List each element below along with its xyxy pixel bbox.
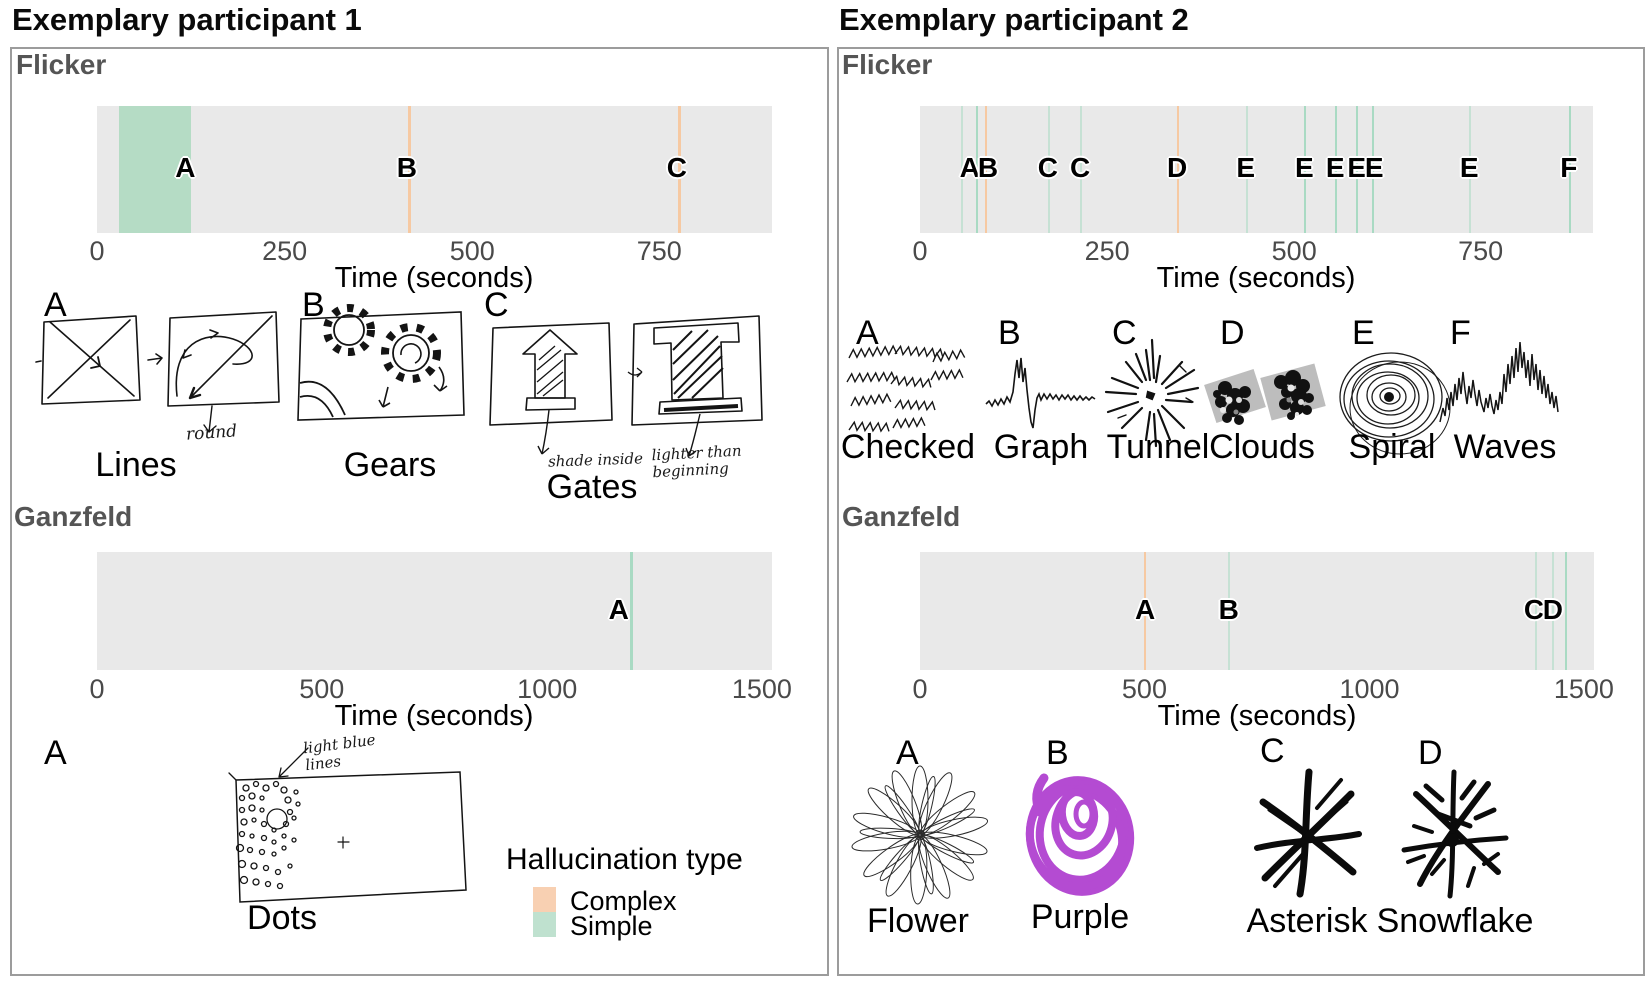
handwritten-note: light blue lines xyxy=(302,730,377,775)
p2-flicker-timeline xyxy=(920,106,1593,233)
p1-flicker-axis-title: Time (seconds) xyxy=(334,262,534,294)
timeline-event-label: C xyxy=(1070,152,1091,183)
sketch-caption: Tunnel xyxy=(1106,428,1210,466)
sketch-letter: B xyxy=(302,286,325,324)
timeline-event-label: C xyxy=(1037,152,1058,183)
axis-tick: 0 xyxy=(89,236,105,266)
legend-label-simple: Simple xyxy=(570,911,653,941)
sketch-letter: A xyxy=(896,734,919,772)
sketch-caption: Gears xyxy=(343,446,437,484)
sketch-letter: A xyxy=(44,734,67,772)
sketch-asterisk-drawing xyxy=(1243,758,1373,908)
legend-label-complex: Complex xyxy=(570,886,677,916)
timeline-event-mark-simple xyxy=(630,552,633,670)
axis-tick: 500 xyxy=(1271,236,1317,266)
timeline-event-label: C xyxy=(1523,594,1545,625)
timeline-event-label: A xyxy=(608,594,629,625)
axis-tick: 500 xyxy=(1121,674,1167,704)
timeline-event-label: A xyxy=(175,152,196,183)
timeline-event-label: D xyxy=(1542,594,1563,625)
sketch-letter: E xyxy=(1352,314,1375,352)
legend-swatch-simple xyxy=(533,912,556,937)
axis-tick: 0 xyxy=(912,674,928,704)
participant2-title: Exemplary participant 2 xyxy=(839,2,1189,37)
p2-ganzfeld-timeline xyxy=(920,552,1594,670)
sketch-lines-drawing xyxy=(36,300,281,452)
timeline-event-label: E xyxy=(1236,152,1256,183)
p1-ganzfeld-axis-title: Time (seconds) xyxy=(334,700,534,732)
timeline-event-label: F xyxy=(1560,152,1578,183)
timeline-event-mark-simple xyxy=(1565,552,1567,670)
timeline-event-label: A xyxy=(1134,594,1156,625)
sketch-caption: Dots xyxy=(247,899,317,937)
handwritten-note: shade inside xyxy=(547,449,644,471)
timeline-event-label: E xyxy=(1294,152,1314,183)
handwritten-note: round xyxy=(185,421,238,445)
sketch-caption: Snowflake xyxy=(1376,902,1534,940)
p1-flicker-label: Flicker xyxy=(16,49,107,80)
timeline-event-label: E xyxy=(1325,152,1345,183)
timeline-event-label: C xyxy=(666,152,687,183)
sketch-caption: Asterisk xyxy=(1246,902,1368,940)
sketch-letter: D xyxy=(1418,734,1443,772)
axis-tick: 250 xyxy=(262,236,308,266)
p2-flicker-label: Flicker xyxy=(842,49,933,80)
timeline-event-label: B xyxy=(977,152,999,183)
timeline-event-label: B xyxy=(1218,594,1239,625)
sketch-letter: B xyxy=(998,314,1021,352)
sketch-caption: Purple xyxy=(1030,898,1130,936)
timeline-event-label: A xyxy=(959,152,980,183)
timeline-event-label: E xyxy=(1459,152,1479,183)
timeline-event-label: B xyxy=(396,152,417,183)
sketch-letter: A xyxy=(856,314,879,352)
axis-tick: 1500 xyxy=(1553,674,1614,704)
sketch-letter: B xyxy=(1046,734,1069,772)
legend-title: Hallucination type xyxy=(506,843,743,876)
p2-ganzfeld-label: Ganzfeld xyxy=(842,501,961,532)
axis-tick: 1500 xyxy=(731,674,792,704)
handwritten-note: lighter than beginning xyxy=(651,441,742,482)
timeline-event-label: D xyxy=(1166,152,1188,183)
axis-tick: 750 xyxy=(1458,236,1504,266)
sketch-caption: Spiral xyxy=(1348,428,1436,466)
sketch-caption: Clouds xyxy=(1209,428,1315,466)
p1-flicker-timeline xyxy=(97,106,772,233)
p2-flicker-axis-title: Time (seconds) xyxy=(1156,262,1356,294)
p2-ganzfeld-axis-title: Time (seconds) xyxy=(1157,700,1357,732)
p1-ganzfeld-timeline xyxy=(97,552,772,670)
sketch-caption: Waves xyxy=(1453,428,1557,466)
sketch-clouds-drawing xyxy=(1203,348,1328,440)
sketch-gears-drawing xyxy=(293,303,468,425)
axis-tick: 750 xyxy=(636,236,682,266)
sketch-caption: Checked xyxy=(840,428,976,466)
axis-tick: 0 xyxy=(912,236,928,266)
sketch-gate-drawing-2 xyxy=(626,298,766,463)
sketch-caption: Gates xyxy=(546,468,638,506)
axis-tick: 0 xyxy=(89,674,105,704)
p1-ganzfeld-label: Ganzfeld xyxy=(14,501,133,532)
sketch-letter: C xyxy=(1260,732,1285,770)
sketch-purple-drawing xyxy=(1010,756,1150,906)
axis-tick: 500 xyxy=(299,674,345,704)
sketch-snowflake-drawing xyxy=(1386,756,1521,906)
axis-tick: 1000 xyxy=(517,674,578,704)
timeline-event-label: E xyxy=(1347,152,1367,183)
sketch-graph-drawing xyxy=(984,348,1099,433)
legend-swatch-complex xyxy=(533,887,556,912)
axis-tick: 250 xyxy=(1084,236,1130,266)
axis-tick: 1000 xyxy=(1339,674,1400,704)
timeline-event-label: E xyxy=(1364,152,1384,183)
sketch-letter: D xyxy=(1220,314,1245,352)
participant1-title: Exemplary participant 1 xyxy=(12,2,362,37)
sketch-waves-drawing xyxy=(1438,334,1566,436)
sketch-letter: A xyxy=(44,286,67,324)
sketch-letter: C xyxy=(484,286,509,324)
sketch-caption: Graph xyxy=(993,428,1089,466)
sketch-caption: Flower xyxy=(866,902,970,940)
sketch-caption: Lines xyxy=(95,446,177,484)
sketch-letter: C xyxy=(1112,314,1137,352)
sketch-flower-drawing xyxy=(850,760,990,910)
sketch-gate-drawing-1 xyxy=(483,308,618,458)
sketch-letter: F xyxy=(1450,314,1471,352)
axis-tick: 500 xyxy=(449,236,495,266)
